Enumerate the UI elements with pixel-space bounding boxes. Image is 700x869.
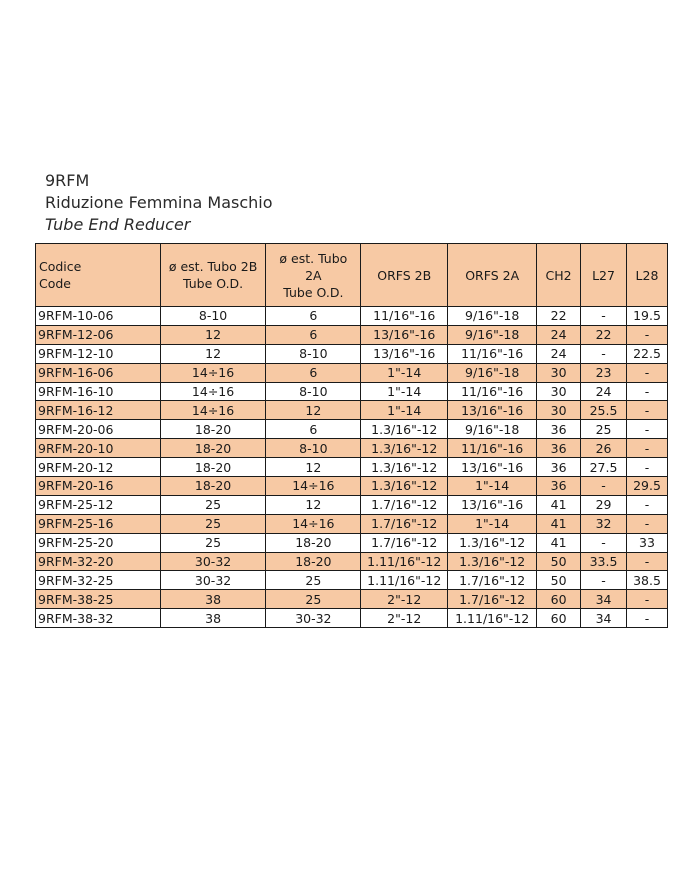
table-cell: 8-10: [266, 382, 361, 401]
table-cell: 12: [160, 344, 266, 363]
table-row: [36, 477, 668, 496]
table-cell: 1.7/16"-12: [448, 571, 537, 590]
table-cell: 38: [160, 609, 266, 628]
table-cell: 14÷16: [160, 401, 266, 420]
table-cell: 36: [537, 458, 581, 477]
table-cell: 9RFM-16-10: [36, 382, 161, 401]
table-cell: 9RFM-32-25: [36, 571, 161, 590]
table-cell: -: [626, 439, 667, 458]
table-cell: 41: [537, 533, 581, 552]
table-cell: 29: [581, 495, 627, 514]
table-cell: -: [626, 382, 667, 401]
table-cell: 13/16"-16: [361, 344, 448, 363]
table-cell: 12: [266, 458, 361, 477]
table-cell: 8-10: [266, 344, 361, 363]
table-cell: 12: [160, 325, 266, 344]
table-row: [36, 307, 668, 326]
table-cell: 1.3/16"-12: [448, 533, 537, 552]
table-cell: 33.5: [581, 552, 627, 571]
table-cell: 30-32: [266, 609, 361, 628]
table-cell: 2"-12: [361, 590, 448, 609]
header-label: 2A: [305, 267, 322, 283]
table-cell: 11/16"-16: [361, 307, 448, 326]
table-cell: 18-20: [160, 458, 266, 477]
table-cell: 14÷16: [160, 382, 266, 401]
table-cell: 9RFM-38-25: [36, 590, 161, 609]
table-row: [36, 495, 668, 514]
header-code: [36, 244, 161, 307]
table-cell: 18-20: [160, 477, 266, 496]
header-l28: [626, 244, 667, 307]
table-cell: 25: [581, 420, 627, 439]
header-label: ø est. Tubo 2B: [168, 259, 258, 274]
header-label: Tube O.D.: [283, 284, 344, 300]
table-cell: 12: [266, 495, 361, 514]
table-cell: 1.11/16"-12: [361, 552, 448, 571]
table-cell: 1.7/16"-12: [448, 590, 537, 609]
table-cell: 9RFM-38-32: [36, 609, 161, 628]
table-row: [36, 533, 668, 552]
table-cell: 9RFM-20-16: [36, 477, 161, 496]
table-cell: 25: [160, 533, 266, 552]
table-cell: -: [626, 325, 667, 344]
table-row: [36, 363, 668, 382]
table-row: [36, 458, 668, 477]
table-cell: 33: [626, 533, 667, 552]
table-body: [36, 307, 668, 628]
header-label: Code: [39, 276, 72, 291]
table-cell: -: [626, 514, 667, 533]
table-row: [36, 552, 668, 571]
table-cell: 25.5: [581, 401, 627, 420]
table-cell: 9RFM-16-12: [36, 401, 161, 420]
table-cell: -: [626, 495, 667, 514]
table-cell: 24: [537, 325, 581, 344]
header-l27: [581, 244, 627, 307]
table-cell: 6: [266, 325, 361, 344]
table-header-row: [36, 244, 668, 307]
table-cell: 38: [160, 590, 266, 609]
table-cell: 22.5: [626, 344, 667, 363]
header-label: ORFS 2A: [465, 267, 520, 283]
table-cell: -: [626, 401, 667, 420]
table-cell: 34: [581, 609, 627, 628]
table-cell: 1.3/16"-12: [361, 420, 448, 439]
table-cell: 60: [537, 590, 581, 609]
header-label: L28: [635, 267, 659, 283]
table-cell: 9RFM-20-06: [36, 420, 161, 439]
table-cell: 6: [266, 363, 361, 382]
table-cell: 25: [266, 571, 361, 590]
table-cell: 1.3/16"-12: [361, 458, 448, 477]
table-cell: 30-32: [160, 571, 266, 590]
table-cell: 60: [537, 609, 581, 628]
table-cell: 30-32: [160, 552, 266, 571]
table-row: [36, 401, 668, 420]
table-cell: 25: [160, 495, 266, 514]
table-cell: -: [626, 590, 667, 609]
table-cell: 50: [537, 552, 581, 571]
table-cell: 8-10: [160, 307, 266, 326]
table-cell: 1"-14: [448, 477, 537, 496]
table-cell: 1.3/16"-12: [361, 477, 448, 496]
table-cell: 29.5: [626, 477, 667, 496]
table-cell: 19.5: [626, 307, 667, 326]
table-cell: 9RFM-10-06: [36, 307, 161, 326]
table-cell: 34: [581, 590, 627, 609]
table-cell: -: [581, 533, 627, 552]
table-cell: 41: [537, 495, 581, 514]
table-cell: 9RFM-12-06: [36, 325, 161, 344]
table-cell: 36: [537, 420, 581, 439]
table-row: [36, 439, 668, 458]
table-cell: 1"-14: [361, 363, 448, 382]
table-cell: 30: [537, 363, 581, 382]
table-cell: 9/16"-18: [448, 325, 537, 344]
header-orfs-2a: [448, 244, 537, 307]
title-block: [45, 170, 273, 236]
table-cell: 50: [537, 571, 581, 590]
table-cell: 1.11/16"-12: [448, 609, 537, 628]
table-cell: -: [581, 307, 627, 326]
table-cell: 13/16"-16: [448, 458, 537, 477]
header-label: ORFS 2B: [377, 267, 432, 283]
table-cell: -: [626, 458, 667, 477]
table-cell: 18-20: [266, 533, 361, 552]
table-cell: 9RFM-25-16: [36, 514, 161, 533]
table-cell: 9RFM-12-10: [36, 344, 161, 363]
spec-table: [35, 243, 668, 628]
table-cell: 11/16"-16: [448, 439, 537, 458]
header-od-2b: [160, 244, 266, 307]
table-cell: 18-20: [160, 420, 266, 439]
table-cell: 30: [537, 401, 581, 420]
header-label: Tube O.D.: [182, 276, 244, 291]
table-cell: 8-10: [266, 439, 361, 458]
table-cell: -: [626, 363, 667, 382]
table-cell: -: [581, 477, 627, 496]
table-cell: 1"-14: [361, 401, 448, 420]
table-cell: 1"-14: [448, 514, 537, 533]
table-row: [36, 514, 668, 533]
table-cell: 30: [537, 382, 581, 401]
table-row: [36, 420, 668, 439]
table-cell: 1.11/16"-12: [361, 571, 448, 590]
header-od-2a: [266, 244, 361, 307]
table-row: [36, 382, 668, 401]
table-cell: 13/16"-16: [448, 401, 537, 420]
table-cell: 26: [581, 439, 627, 458]
table-cell: 9/16"-18: [448, 420, 537, 439]
table-cell: 9RFM-16-06: [36, 363, 161, 382]
product-code-title: 9RFM: [45, 171, 90, 190]
table-row: [36, 571, 668, 590]
table-cell: 38.5: [626, 571, 667, 590]
header-label: Codice: [39, 259, 82, 274]
table-cell: 9RFM-32-20: [36, 552, 161, 571]
table-cell: 32: [581, 514, 627, 533]
table-cell: 14÷16: [266, 477, 361, 496]
table-cell: 1.7/16"-12: [361, 533, 448, 552]
table-cell: 1.3/16"-12: [448, 552, 537, 571]
table-cell: 1.3/16"-12: [361, 439, 448, 458]
table-cell: 1"-14: [361, 382, 448, 401]
table-cell: 12: [266, 401, 361, 420]
table-cell: -: [581, 344, 627, 363]
table-row: [36, 590, 668, 609]
table-cell: 1.7/16"-12: [361, 514, 448, 533]
table-cell: 9/16"-18: [448, 363, 537, 382]
table-cell: -: [626, 552, 667, 571]
table-cell: 9RFM-20-12: [36, 458, 161, 477]
table-cell: 9RFM-25-12: [36, 495, 161, 514]
table-cell: 27.5: [581, 458, 627, 477]
table-cell: 1.7/16"-12: [361, 495, 448, 514]
table-cell: 6: [266, 420, 361, 439]
table-cell: 13/16"-16: [448, 495, 537, 514]
table-cell: 11/16"-16: [448, 344, 537, 363]
header-ch2: [537, 244, 581, 307]
table-cell: 18-20: [266, 552, 361, 571]
table-cell: 2"-12: [361, 609, 448, 628]
table-cell: 18-20: [160, 439, 266, 458]
table-cell: 22: [537, 307, 581, 326]
table-cell: 23: [581, 363, 627, 382]
table-cell: 9RFM-20-10: [36, 439, 161, 458]
table-cell: 14÷16: [160, 363, 266, 382]
header-label: CH2: [545, 267, 572, 283]
table-cell: 25: [160, 514, 266, 533]
table-cell: 14÷16: [266, 514, 361, 533]
table-cell: 6: [266, 307, 361, 326]
product-name-italian: Riduzione Femmina Maschio: [45, 193, 273, 212]
table-row: [36, 609, 668, 628]
header-label: ø est. Tubo: [279, 250, 348, 266]
table-cell: 36: [537, 439, 581, 458]
table-cell: -: [626, 609, 667, 628]
table-cell: 36: [537, 477, 581, 496]
table-cell: 13/16"-16: [361, 325, 448, 344]
header-label: L27: [592, 267, 615, 283]
product-name-english: Tube End Reducer: [45, 215, 191, 234]
table-cell: 24: [537, 344, 581, 363]
table-cell: -: [581, 571, 627, 590]
table-cell: 9/16"-18: [448, 307, 537, 326]
table-cell: 24: [581, 382, 627, 401]
table-row: [36, 344, 668, 363]
table-cell: 9RFM-25-20: [36, 533, 161, 552]
table-cell: 11/16"-16: [448, 382, 537, 401]
table-cell: 25: [266, 590, 361, 609]
table-cell: 22: [581, 325, 627, 344]
table-cell: -: [626, 420, 667, 439]
header-orfs-2b: [361, 244, 448, 307]
table-row: [36, 325, 668, 344]
table-cell: 41: [537, 514, 581, 533]
